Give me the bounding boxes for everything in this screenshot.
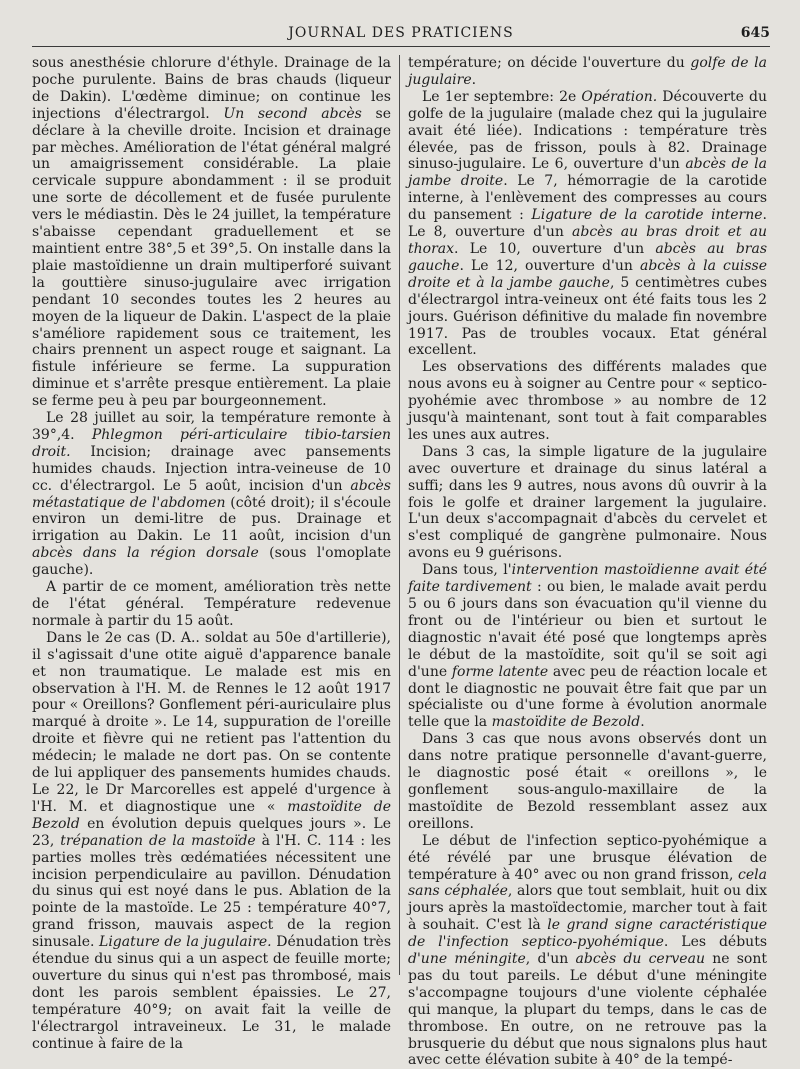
paragraph: Dans 3 cas, la simple ligature de la jugulaire avec ouverture et drainage du sinus latéral a suffi; dans les 9 autres, nous avons dû ouvrir à la fois le golfe et drainer largement la jugulaire. L'un deux s'accompagnait d'abcès du cervelet et s'est compliqué de gangrène pulmonaire. Nous avons eu 9 guérisons. [408, 443, 767, 562]
paragraph: Dans tous, l'intervention mastoïdienne avait été faite tardivement : ou bien, le malade avait perdu 5 ou 6 jours dans son évacuation qu'il vienne du front ou de l'intérieur ou bien et surtout le diagnostic n'avait été posé que longtemps après le début de la mastoïdite, soit qu'il se soit agi d'une forme latente avec peu de réaction locale et dont le diagnostic ne pouvait être fait que par un spécialiste ou d'une forme à évolution anormale telle que la mastoïdite de Bezold. [408, 562, 767, 731]
paragraph: température; on décide l'ouverture du golfe de la jugulaire. [408, 55, 767, 88]
paragraph: Le début de l'infection septico-pyohémique a été révélé par une brusque élévation de température à 40° avec ou non grand frisson, cela sans céphalée, alors que tout semblait, huit ou dix jours après la mastoïdectomie, marcher tout à fait à souhait. C'est là le grand signe caractéristique de l'infection septico-pyohémique. Les débuts d'une méningite, d'un abcès du cerveau ne sont pas du tout pareils. Le début d'une méningite s'accompagne toujours d'une violente céphalée qui manque, la plupart du temps, dans le cas de thrombose. En outre, on ne retrouve pas la brusquerie du début que nous signalons plus haut avec cette élévation subite à 40° de la tempé- [408, 832, 768, 1069]
journal-title: JOURNAL DES PRATICIENS [288, 25, 514, 41]
paragraph: sous anesthésie chlorure d'éthyle. Drainage de la poche purulente. Bains de bras chauds (liqueur de Dakin). L'œdème diminue; on continue les injections d'électrargol. Un second abcès se déclare à la cheville droite. Incision et drainage par mèches. Amélioration de l'état général malgré un amaigrissement considérable. La plaie cervicale suppure abondamment : il se produit une sorte de décollement et de fusée purulente vers le médiastin. Dès le 24 juillet, la température s'abaisse cependant graduellement et se maintient entre 38°,5 et 39°,5. On installe dans la plaie mastoïdienne un drain multiperforé suivant la gouttière sinuso-jugulaire avec irrigation pendant 10 secondes toutes les 2 heures au moyen de la liqueur de Dakin. L'aspect de la plaie s'améliore rapidement sous ce traitement, les chairs prennent un aspect rouge et saignant. La fistule inférieure se ferme. La suppuration diminue et s'arrête presque entièrement. La plaie se ferme peu à peu par bourgeonnement. [32, 55, 391, 410]
paragraph: Dans 3 cas que nous avons observés dont un dans notre pratique personnelle d'avant-guerre, le diagnostic posé était « oreillons », le gonflement sous-angulo-maxillaire de la mastoïdite de Bezold ressemblant assez aux oreillons. [408, 731, 767, 832]
paragraph: Dans le 2e cas (D. A.. soldat au 50e d'artillerie), il s'agissait d'une otite aiguë d'apparence banale et non traumatique. Le malade est mis en observation à l'H. M. de Rennes le 12 août 1917 pour « Oreillons? Gonflement péri-auriculaire plus marqué à droite ». Le 14, suppuration de l'oreille droite et fièvre qui ne retient pas l'attention du médecin; le malade ne dort pas. On se contente de lui appliquer des pansements humides chauds. Le 22, le Dr Marcorelles est appelé d'urgence à l'H. M. et diagnostique une « mastoïdite de Bezold en évolution depuis quelques jours ». Le 23, trépanation de la mastoïde à l'H. C. 114 : les parties molles très œdématiées nécessitent une incision perpendiculaire au pavillon. Dénudation du sinus qui est noyé dans le pus. Ablation de la pointe de la mastoïde. Le 25 : température 40°7, grand frisson, mauvais aspect de la region sinusale. Ligature de la jugulaire. Dénudation très étendue du sinus qui a un aspect de feuille morte; ouverture du sinus qui n'est pas thrombosé, mais dont les parois semblent épaissies. Le 27, température 40°9; on avait fait la veille de l'électrargol intraveineux. Le 31, le malade continue à faire de la [32, 629, 392, 1052]
paragraph: Le 1er septembre: 2e Opération. Découverte du golfe de la jugulaire (malade chez qui la jugulaire avait été liée). Indications : température très élevée, pas de frisson, pouls à 82. Drainage sinuso-jugulaire. Le 6, ouverture d'un abcès de la jambe droite. Le 7, hémorragie de la carotide interne, à l'enlèvement des compresses au cours du pansement : Ligature de la carotide interne. Le 8, ouverture d'un abcès au bras droit et au thorax. Le 10, ouverture d'un abcès au bras gauche. Le 12, ouverture d'un abcès à la cuisse droite et à la jambe gauche, 5 centimètres cubes d'électrargol intra-veineux ont été faits tous les 2 jours. Guérison définitive du malade fin novembre 1917. Pas de troubles vocaux. Etat général excellent. [408, 88, 768, 359]
running-head [32, 20, 770, 47]
right-column [400, 55, 767, 1069]
text-columns [24, 55, 774, 1069]
left-column [24, 55, 399, 1069]
paragraph: Le 28 juillet au soir, la température remonte à 39°,4. Phlegmon péri-articulaire tibio-tarsien droit. Incision; drainage avec pansements humides chauds. Injection intra-veineuse de 10 cc. d'électrargol. Le 5 août, incision d'un abcès métastatique de l'abdomen (côté droit); il s'écoule environ un demi-litre de pus. Drainage et irrigation au Dakin. Le 11 août, incision d'un abcès dans la région dorsale (sous l'omoplate gauche). [32, 410, 391, 579]
page-number: 645 [740, 25, 770, 41]
paragraph: Les observations des différents malades que nous avons eu à soigner au Centre pour « septico-pyohémie avec thrombose » au nombre de 12 jusqu'à maintenant, sont tout à fait comparables les unes aux autres. [408, 359, 767, 443]
paragraph: A partir de ce moment, amélioration très nette de l'état général. Température redevenue normale à partir du 15 août. [32, 579, 391, 629]
